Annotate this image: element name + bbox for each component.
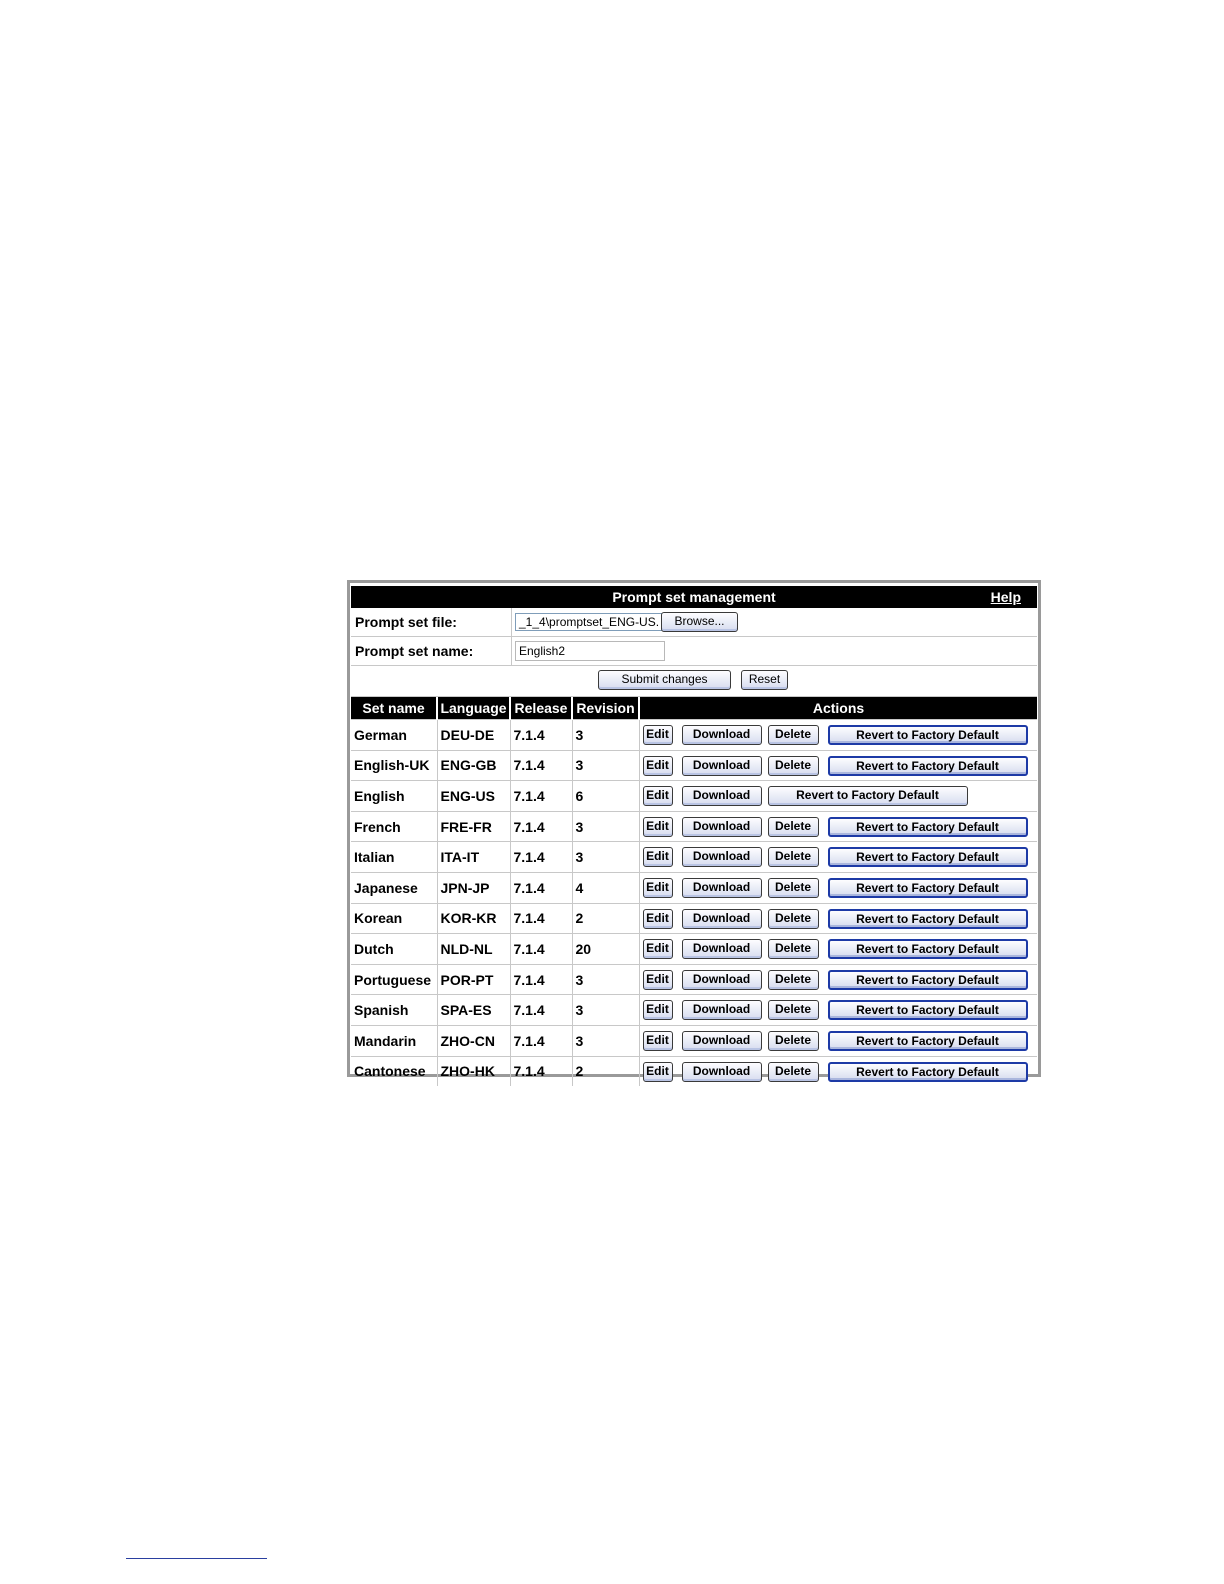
- cell-language: FRE-FR: [437, 811, 510, 842]
- edit-button[interactable]: Edit: [643, 1000, 673, 1020]
- delete-button[interactable]: Delete: [768, 970, 819, 990]
- table-row: [351, 750, 1037, 781]
- column-divider: [511, 608, 512, 636]
- cell-actions: [639, 811, 1037, 842]
- delete-button[interactable]: Delete: [768, 1031, 819, 1051]
- cell-set-name: English: [351, 781, 437, 812]
- submit-changes-button[interactable]: Submit changes: [598, 670, 731, 690]
- cell-release: 7.1.4: [510, 934, 572, 965]
- prompt-set-name-input[interactable]: English2: [515, 641, 665, 661]
- cell-release: 7.1.4: [510, 811, 572, 842]
- download-button[interactable]: Download: [682, 909, 762, 929]
- revert-to-factory-default-button[interactable]: Revert to Factory Default: [828, 1062, 1028, 1082]
- revert-to-factory-default-button[interactable]: Revert to Factory Default: [828, 909, 1028, 929]
- table-row: [351, 842, 1037, 873]
- delete-button[interactable]: Delete: [768, 847, 819, 867]
- cell-set-name: German: [351, 720, 437, 751]
- cell-language: ZHO-HK: [437, 1056, 510, 1086]
- panel-title: Prompt set management: [612, 589, 776, 605]
- cell-actions: [639, 995, 1037, 1026]
- table-row: [351, 964, 1037, 995]
- table-header-row: [351, 697, 1037, 720]
- edit-button[interactable]: Edit: [643, 725, 673, 745]
- cell-language: DEU-DE: [437, 720, 510, 751]
- cell-set-name: Cantonese: [351, 1056, 437, 1086]
- edit-button[interactable]: Edit: [643, 756, 673, 776]
- cell-actions: [639, 964, 1037, 995]
- cell-release: 7.1.4: [510, 720, 572, 751]
- panel-titlebar: [351, 586, 1037, 608]
- edit-button[interactable]: Edit: [643, 817, 673, 837]
- cell-actions: [639, 1056, 1037, 1086]
- delete-button[interactable]: Delete: [768, 1000, 819, 1020]
- table-row: [351, 811, 1037, 842]
- cell-actions: [639, 842, 1037, 873]
- panel-inner: [351, 586, 1037, 1086]
- cell-release: 7.1.4: [510, 1025, 572, 1056]
- cell-language: NLD-NL: [437, 934, 510, 965]
- browse-button[interactable]: Browse...: [661, 612, 738, 632]
- cell-revision: 3: [572, 842, 639, 873]
- cell-set-name: Spanish: [351, 995, 437, 1026]
- cell-actions: [639, 1025, 1037, 1056]
- delete-button[interactable]: Delete: [768, 909, 819, 929]
- cell-actions: [639, 720, 1037, 751]
- help-link[interactable]: Help: [990, 589, 1021, 605]
- download-button[interactable]: Download: [682, 1000, 762, 1020]
- cell-set-name: Italian: [351, 842, 437, 873]
- edit-button[interactable]: Edit: [643, 786, 673, 806]
- table-body: [351, 720, 1037, 1087]
- cell-revision: 3: [572, 811, 639, 842]
- revert-to-factory-default-button[interactable]: Revert to Factory Default: [828, 939, 1028, 959]
- cell-revision: 6: [572, 781, 639, 812]
- cell-language: JPN-JP: [437, 872, 510, 903]
- revert-to-factory-default-button[interactable]: Revert to Factory Default: [828, 1000, 1028, 1020]
- edit-button[interactable]: Edit: [643, 878, 673, 898]
- table-row: [351, 903, 1037, 934]
- cell-language: ENG-US: [437, 781, 510, 812]
- revert-to-factory-default-button[interactable]: Revert to Factory Default: [828, 817, 1028, 837]
- cell-set-name: Portuguese: [351, 964, 437, 995]
- cell-language: SPA-ES: [437, 995, 510, 1026]
- download-button[interactable]: Download: [682, 939, 762, 959]
- cell-revision: 4: [572, 872, 639, 903]
- header-revision: Revision: [572, 697, 639, 720]
- table-row: [351, 720, 1037, 751]
- cell-language: KOR-KR: [437, 903, 510, 934]
- cell-set-name: Japanese: [351, 872, 437, 903]
- cell-language: ZHO-CN: [437, 1025, 510, 1056]
- edit-button[interactable]: Edit: [643, 1031, 673, 1051]
- edit-button[interactable]: Edit: [643, 909, 673, 929]
- delete-button[interactable]: Delete: [768, 756, 819, 776]
- cell-revision: 2: [572, 1056, 639, 1086]
- revert-to-factory-default-button[interactable]: Revert to Factory Default: [828, 878, 1028, 898]
- cell-revision: 2: [572, 903, 639, 934]
- cell-release: 7.1.4: [510, 842, 572, 873]
- delete-button[interactable]: Delete: [768, 725, 819, 745]
- download-button[interactable]: Download: [682, 817, 762, 837]
- cell-set-name: English-UK: [351, 750, 437, 781]
- cell-set-name: Dutch: [351, 934, 437, 965]
- header-release: Release: [510, 697, 572, 720]
- edit-button[interactable]: Edit: [643, 970, 673, 990]
- form-actions-row: [351, 666, 1037, 697]
- cell-actions: [639, 934, 1037, 965]
- cell-revision: 3: [572, 750, 639, 781]
- cell-revision: 20: [572, 934, 639, 965]
- cell-actions: [639, 872, 1037, 903]
- table-row: [351, 1056, 1037, 1086]
- cell-language: ITA-IT: [437, 842, 510, 873]
- prompt-sets-table: [351, 697, 1037, 1086]
- revert-to-factory-default-button[interactable]: Revert to Factory Default: [768, 786, 968, 806]
- download-button[interactable]: Download: [682, 970, 762, 990]
- cell-language: ENG-GB: [437, 750, 510, 781]
- footnote-separator: [126, 1558, 267, 1559]
- prompt-set-name-label: Prompt set name:: [355, 643, 474, 659]
- cell-language: POR-PT: [437, 964, 510, 995]
- prompt-set-file-row: [351, 608, 1037, 637]
- prompt-set-management-panel: [347, 580, 1041, 1080]
- delete-button[interactable]: Delete: [768, 817, 819, 837]
- prompt-set-file-label: Prompt set file:: [355, 614, 457, 630]
- edit-button[interactable]: Edit: [643, 939, 673, 959]
- table-row: [351, 781, 1037, 812]
- download-button[interactable]: Download: [682, 1062, 762, 1082]
- download-button[interactable]: Download: [682, 725, 762, 745]
- cell-revision: 3: [572, 995, 639, 1026]
- prompt-set-file-input[interactable]: _1_4\promptset_ENG-US.: [515, 613, 665, 631]
- reset-button[interactable]: Reset: [741, 670, 788, 690]
- delete-button[interactable]: Delete: [768, 878, 819, 898]
- edit-button[interactable]: Edit: [643, 1062, 673, 1082]
- cell-actions: [639, 903, 1037, 934]
- cell-revision: 3: [572, 720, 639, 751]
- cell-revision: 3: [572, 1025, 639, 1056]
- revert-to-factory-default-button[interactable]: Revert to Factory Default: [828, 725, 1028, 745]
- download-button[interactable]: Download: [682, 878, 762, 898]
- delete-button[interactable]: Delete: [768, 1062, 819, 1082]
- table-row: [351, 1025, 1037, 1056]
- cell-actions: [639, 750, 1037, 781]
- header-set-name: Set name: [351, 697, 437, 720]
- revert-to-factory-default-button[interactable]: Revert to Factory Default: [828, 1031, 1028, 1051]
- prompt-set-name-row: [351, 637, 1037, 666]
- cell-release: 7.1.4: [510, 872, 572, 903]
- download-button[interactable]: Download: [682, 1031, 762, 1051]
- cell-release: 7.1.4: [510, 964, 572, 995]
- table-row: [351, 872, 1037, 903]
- delete-button[interactable]: Delete: [768, 939, 819, 959]
- download-button[interactable]: Download: [682, 756, 762, 776]
- cell-release: 7.1.4: [510, 1056, 572, 1086]
- revert-to-factory-default-button[interactable]: Revert to Factory Default: [828, 970, 1028, 990]
- cell-set-name: Korean: [351, 903, 437, 934]
- download-button[interactable]: Download: [682, 847, 762, 867]
- revert-to-factory-default-button[interactable]: Revert to Factory Default: [828, 847, 1028, 867]
- cell-set-name: Mandarin: [351, 1025, 437, 1056]
- download-button[interactable]: Download: [682, 786, 762, 806]
- cell-release: 7.1.4: [510, 750, 572, 781]
- header-actions: Actions: [639, 697, 1037, 720]
- header-language: Language: [437, 697, 510, 720]
- cell-set-name: French: [351, 811, 437, 842]
- revert-to-factory-default-button[interactable]: Revert to Factory Default: [828, 756, 1028, 776]
- column-divider: [511, 637, 512, 665]
- edit-button[interactable]: Edit: [643, 847, 673, 867]
- cell-actions: [639, 781, 1037, 812]
- cell-release: 7.1.4: [510, 781, 572, 812]
- cell-release: 7.1.4: [510, 903, 572, 934]
- table-row: [351, 995, 1037, 1026]
- cell-revision: 3: [572, 964, 639, 995]
- table-row: [351, 934, 1037, 965]
- cell-release: 7.1.4: [510, 995, 572, 1026]
